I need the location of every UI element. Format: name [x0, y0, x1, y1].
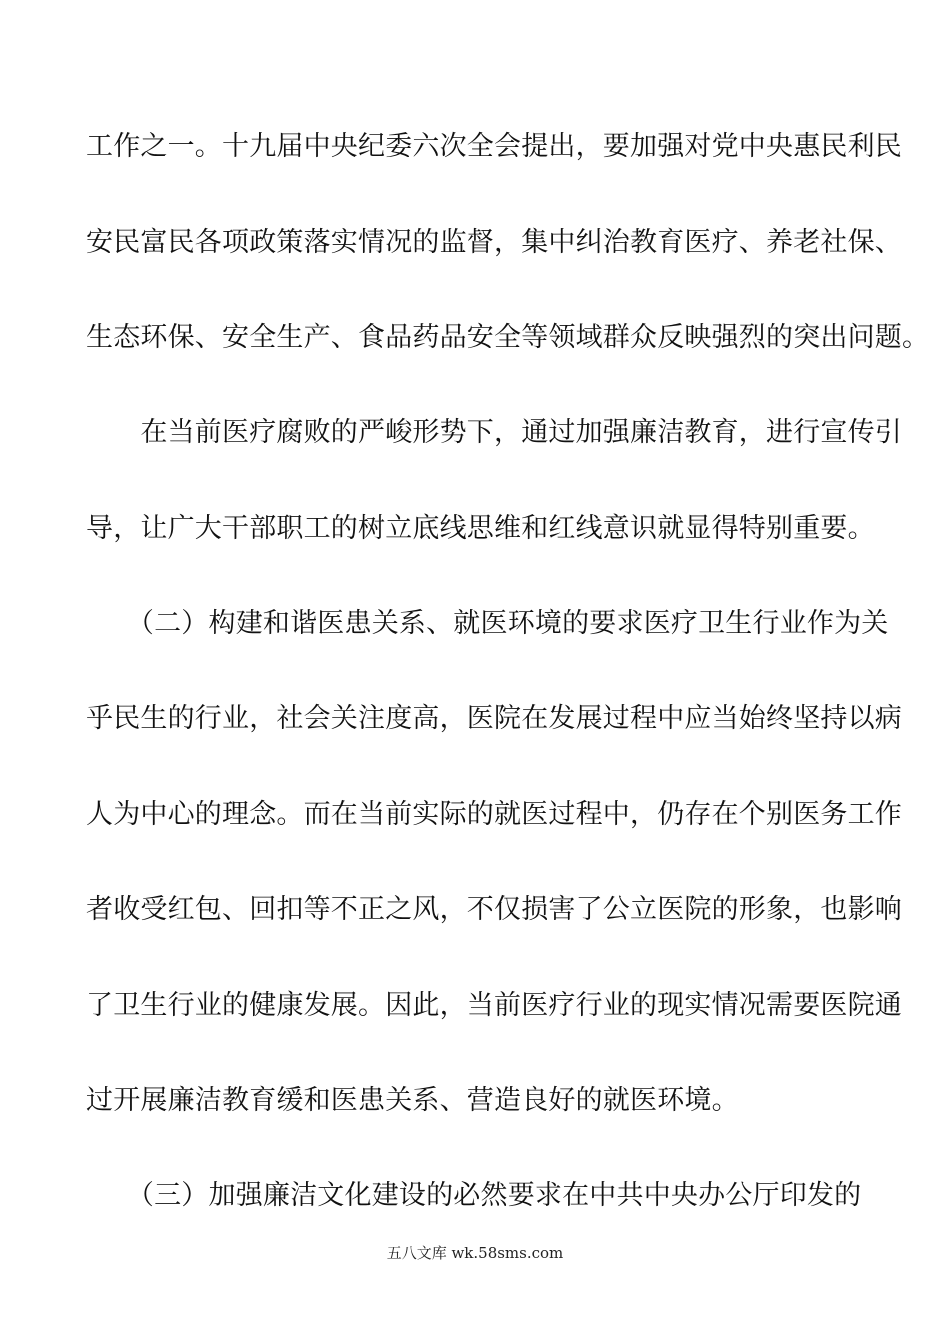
text-line-7: 乎民生的行业，社会关注度高，医院在发展过程中应当始终坚持以病	[86, 703, 902, 734]
text-line-8: 人为中心的理念。而在当前实际的就医过程中，仍存在个别医务工作	[86, 799, 902, 830]
page-footer: 五八文库 wk.58sms.com	[386, 1244, 564, 1262]
text-line-11: 过开展廉洁教育缓和医患关系、营造良好的就医环境。	[86, 1085, 739, 1116]
text-line-4: 在当前医疗腐败的严峻形势下，通过加强廉洁教育，进行宣传引	[86, 417, 902, 448]
text-line-10: 了卫生行业的健康发展。因此，当前医疗行业的现实情况需要医院通	[86, 990, 902, 1021]
text-line-5: 导，让广大干部职工的树立底线思维和红线意识就显得特别重要。	[86, 513, 875, 544]
text-line-9: 者收受红包、回扣等不正之风，不仅损害了公立医院的形象，也影响	[86, 894, 902, 925]
text-line-1: 工作之一。十九届中央纪委六次全会提出，要加强对党中央惠民利民	[86, 131, 902, 162]
text-line-12: （三）加强廉洁文化建设的必然要求在中共中央办公厅印发的	[86, 1180, 862, 1211]
text-line-6: （二）构建和谐医患关系、就医环境的要求医疗卫生行业作为关	[86, 608, 889, 639]
text-line-3: 生态环保、安全生产、食品药品安全等领域群众反映强烈的突出问题。	[86, 322, 930, 353]
text-line-2: 安民富民各项政策落实情况的监督，集中纠治教育医疗、养老社保、	[86, 227, 902, 258]
